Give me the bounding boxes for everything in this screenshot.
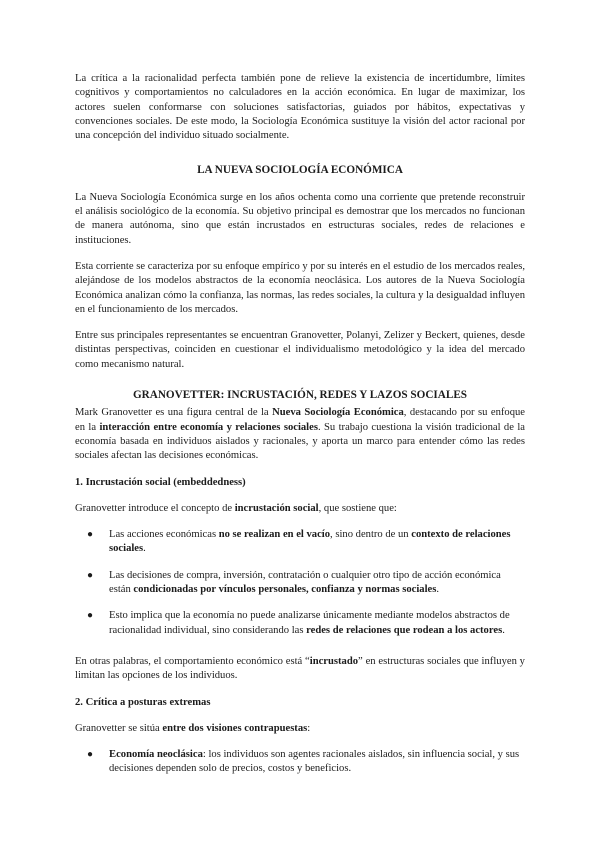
- bullet-icon: ●: [87, 529, 94, 541]
- text-run: ” en estructuras sociales que influyen y limitan las opciones de los individuos.: [75, 655, 525, 682]
- bold-term: contexto de relaciones sociales: [109, 529, 511, 555]
- text-run: Las decisiones de compra, inversión, contratación o cualquier otro tipo de acción económica están: [109, 569, 501, 596]
- bold-term: Nueva Sociología Económica: [272, 407, 404, 419]
- paragraph-incrustacion: [75, 502, 525, 516]
- bullet-icon: ●: [87, 569, 94, 581]
- text-run: Granovetter se sitúa: [75, 722, 163, 734]
- bold-term: redes de relaciones que rodean a los actores: [306, 624, 503, 636]
- text-run: .: [502, 624, 505, 636]
- document-page: [75, 72, 525, 777]
- bold-term: no se realizan en el vacío: [218, 529, 331, 541]
- text-run: Las acciones económicas: [109, 529, 219, 541]
- list-item: [75, 609, 525, 638]
- paragraph-granovetter: [75, 406, 525, 463]
- bold-term: interacción entre economía y relaciones sociales: [99, 421, 318, 433]
- text-run: En otras palabras, el comportamiento económico está “: [75, 655, 310, 667]
- bold-term: Economía neoclásica: [109, 749, 203, 761]
- paragraph-nse-1: La Nueva Sociología Económica surge en los años ochenta como una corriente que pretende reconstruir el análisis sociológico de la economía. Su objetivo principal es demostrar que los mercados no funcionan de manera autónoma, sino que están incrustados en estructuras sociales, redes de relaciones e instituciones.: [75, 191, 525, 246]
- bullet-list-incrustacion: [75, 528, 525, 638]
- paragraph-nse-3: Entre sus principales representantes se encuentran Granovetter, Polanyi, Zelizer y Beckert, quienes, desde distintas perspectivas, coinciden en cuestionar el individualismo metodológico y la idea del mercado como mecanismo natural.: [75, 330, 525, 370]
- text-run: :: [307, 722, 311, 734]
- paragraph-situa: [75, 722, 525, 736]
- text-run: Mark Granovetter es una figura central de la: [75, 407, 273, 419]
- section-heading-granovetter: GRANOVETTER: INCRUSTACIÓN, REDES Y LAZOS SOCIALES: [132, 389, 468, 402]
- list-item: [75, 569, 525, 598]
- text-run: .: [143, 543, 146, 555]
- paragraph-otras-palabras: [75, 655, 525, 684]
- bullet-list-posturas: [75, 748, 525, 777]
- list-item: [75, 748, 525, 777]
- text-run: : los individuos son agentes racionales aislados, sin influencia social, y sus decisiones dependen solo de precios, costos y beneficios.: [109, 749, 520, 775]
- paragraph-intro: [75, 72, 525, 143]
- bold-term: condicionadas por vínculos personales, confianza y normas sociales: [133, 584, 437, 596]
- bullet-icon: ●: [87, 749, 94, 761]
- text-run: , destacando por su enfoque en la: [75, 407, 525, 433]
- bold-term: incrustación social: [234, 502, 319, 514]
- text-run: Granovetter introduce el concepto de: [75, 502, 235, 514]
- text-run: . Su trabajo cuestiona la visión tradicional de la economía basada en individuos aislados y racionales, y aporta un marco para entender cómo las redes sociales afectan las decisiones económicas.: [75, 421, 525, 462]
- subheading-critica: 2. Crítica a posturas extremas: [75, 696, 211, 708]
- text-run: , sino dentro de un: [330, 529, 412, 541]
- text-run: , que sostiene que:: [318, 502, 397, 514]
- bold-term: incrustado: [309, 655, 359, 667]
- subheading-incrustacion: 1. Incrustación social (embeddedness): [75, 476, 246, 488]
- bold-term: entre dos visiones contrapuestas: [162, 722, 308, 734]
- paragraph-text: La crítica a la racionalidad perfecta también pone de relieve la existencia de incertidumbre, límites cognitivos y comportamientos no calculadores en la acción económica. En lugar de maximizar, los actores suelen conformarse con soluciones satisfactorias, guiados por hábitos, expectativas y convenciones sociales. De este modo, la Sociología Económica sustituye la visión del actor racional por una concepción del individuo situado socialmente.: [75, 73, 525, 142]
- text-run: Esto implica que la economía no puede analizarse únicamente mediante modelos abstractos de racionalidad individual, sino considerando las: [109, 610, 510, 636]
- list-item: [75, 528, 525, 557]
- section-heading-nueva-sociologia: LA NUEVA SOCIOLOGÍA ECONÓMICA: [197, 164, 403, 177]
- text-run: .: [436, 584, 440, 596]
- paragraph-nse-2: Esta corriente se caracteriza por su enfoque empírico y por su interés en el estudio de los mercados reales, alejándose de los modelos abstractos de la economía neoclásica. Los autores de la Nueva Sociología Económica analizan cómo la confianza, las normas, las redes sociales, la cultura y la desigualdad influyen en el funcionamiento de los mercados.: [75, 260, 525, 315]
- bullet-icon: ●: [87, 610, 94, 622]
